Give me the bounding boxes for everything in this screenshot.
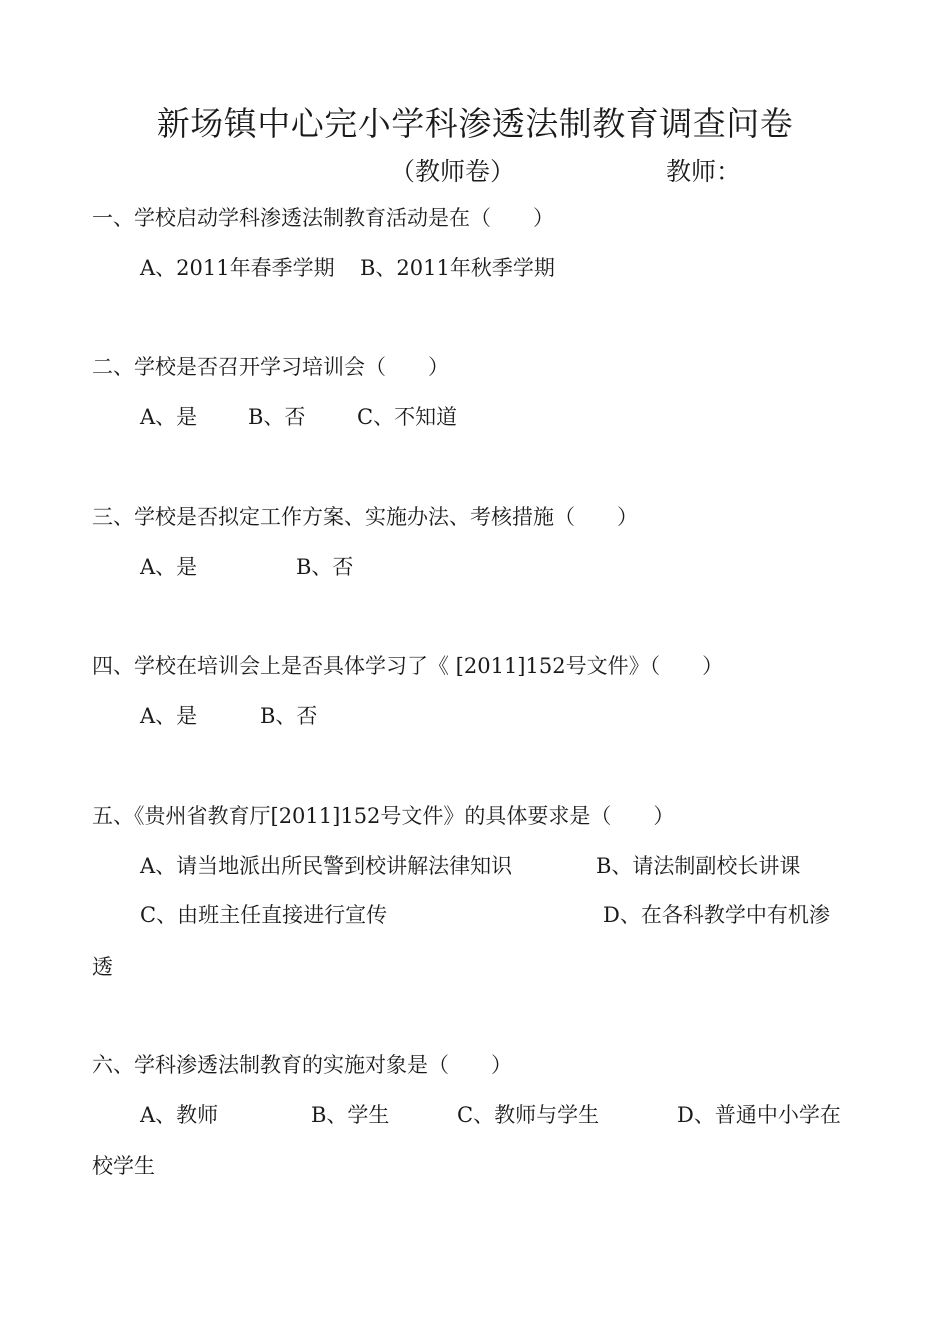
question-6: 六、学科渗透法制教育的实施对象是（ ） (92, 1053, 512, 1077)
question-3-option-a: A、是 (140, 555, 198, 579)
question-1-option-a: A、2011年春季学期 (140, 256, 335, 280)
question-5-option-d-wrap: 透 (92, 955, 113, 979)
question-4-option-b: B、否 (260, 704, 318, 728)
paper-type-label: （教师卷） (390, 157, 516, 186)
question-6-option-b: B、学生 (311, 1103, 390, 1127)
question-1-option-b: B、2011年秋季学期 (360, 256, 555, 280)
page-title: 新场镇中心完小学科渗透法制教育调查问卷 (156, 104, 794, 143)
question-4-option-a: A、是 (140, 704, 198, 728)
question-5-option-d: D、在各科教学中有机渗 (603, 903, 830, 927)
question-5-option-c: C、由班主任直接进行宣传 (140, 903, 388, 927)
teacher-name-label: 教师： (666, 157, 742, 186)
question-6-option-a: A、教师 (140, 1103, 219, 1127)
question-3-option-b: B、否 (296, 555, 354, 579)
question-3: 三、学校是否拟定工作方案、实施办法、考核措施（ ） (92, 505, 638, 529)
question-5-option-b: B、请法制副校长讲课 (596, 854, 801, 878)
question-1: 一、学校启动学科渗透法制教育活动是在（ ） (92, 206, 554, 230)
question-6-option-c: C、教师与学生 (457, 1103, 600, 1127)
question-5-option-a: A、请当地派出所民警到校讲解法律知识 (140, 854, 513, 878)
question-2: 二、学校是否召开学习培训会（ ） (92, 355, 449, 379)
question-2-option-c: C、不知道 (357, 405, 458, 429)
question-2-option-a: A、是 (140, 405, 198, 429)
question-2-option-b: B、否 (248, 405, 306, 429)
question-4: 四、学校在培训会上是否具体学习了《 [2011]152号文件》（ ） (92, 654, 724, 678)
question-6-option-d: D、普通中小学在 (677, 1103, 841, 1127)
question-6-option-d-wrap: 校学生 (92, 1154, 155, 1178)
question-5: 五、《贵州省教育厅[2011]152号文件》的具体要求是（ ） (92, 804, 675, 828)
